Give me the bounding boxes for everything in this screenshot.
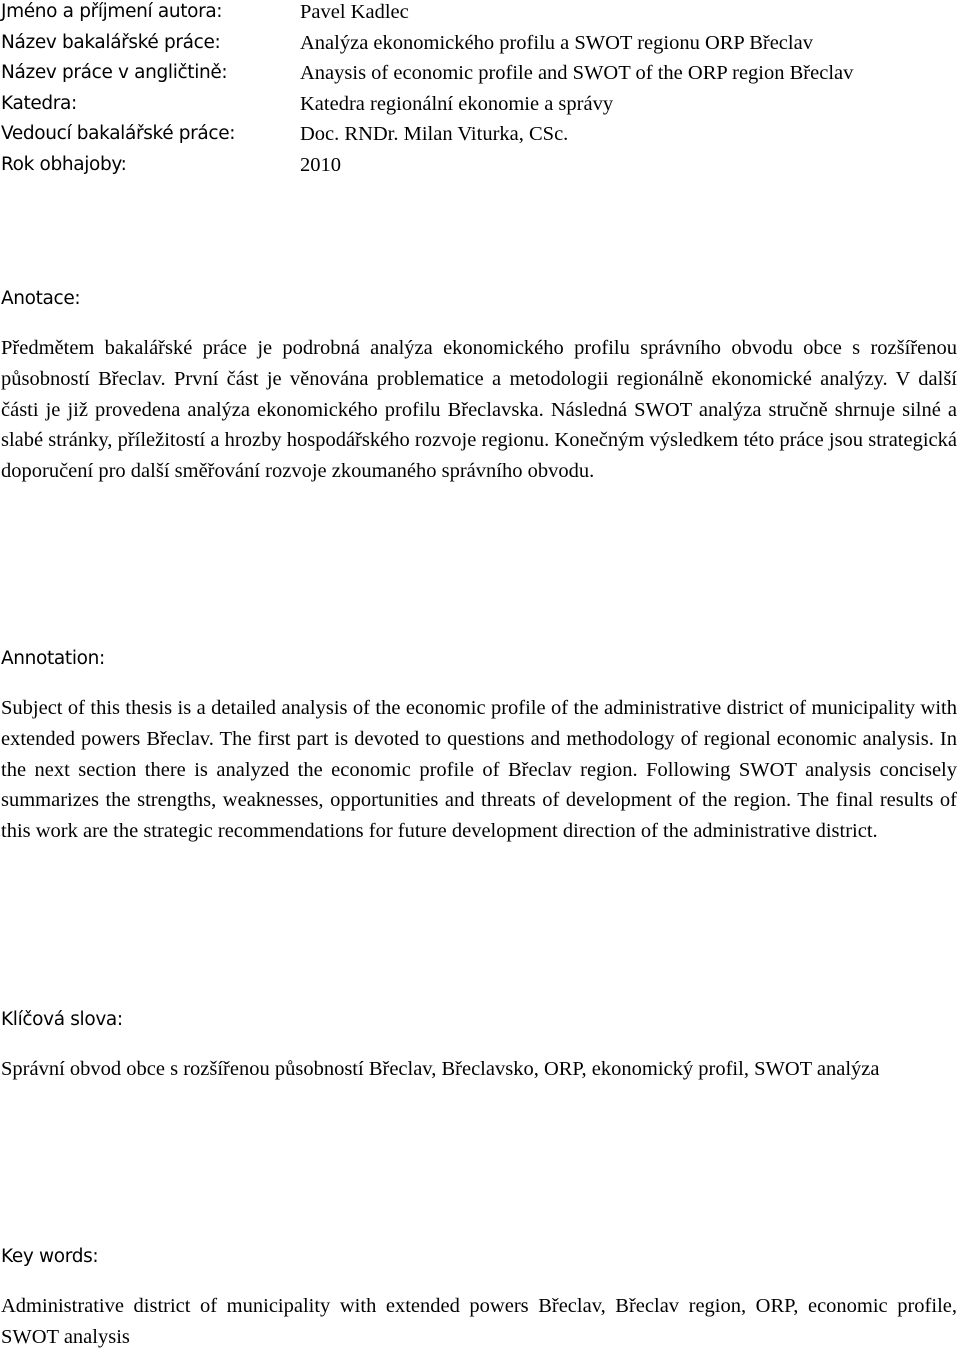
meta-label: Rok obhajoby: xyxy=(1,153,127,175)
key-words-text: Administrative district of municipality with extended powers Břeclav, Břeclav region, ORP, economic profile, SWOT analysis xyxy=(1,1295,957,1348)
meta-label: Katedra: xyxy=(1,92,77,114)
meta-row-supervisor xyxy=(0,122,960,153)
meta-row-title-english xyxy=(0,61,960,92)
klicova-slova-text: Správní obvod obce s rozšířenou působností Břeclav, Břeclavsko, ORP, ekonomický profil, SWOT analýza xyxy=(1,1058,880,1080)
meta-label: Jméno a příjmení autora: xyxy=(1,1,223,22)
meta-value: Pavel Kadlec xyxy=(300,1,409,23)
meta-value: 2010 xyxy=(300,153,341,176)
anotace-text: Předmětem bakalářské práce je podrobná analýza ekonomického profilu správního obvodu obce s rozšířenou působností Břeclav. První část je věnována problematice a metodologii regionálně ekonomické analýzy. V další části je již provedena analýza ekonomického profilu Břeclavska. Následná SWOT analýza stručně shrnuje silné a slabé stránky, příležitostí a hrozby hospodářského rozvoje regionu. Konečným výsledkem této práce jsou strategická doporučení pro další směřování rozvoje zkoumaného správního obvodu. xyxy=(1,337,957,483)
meta-label: Vedoucí bakalářské práce: xyxy=(1,123,236,144)
anotace-heading: Anotace: xyxy=(1,288,81,309)
meta-label: Název práce v angličtině: xyxy=(1,62,228,83)
meta-value: Analýza ekonomického profilu a SWOT regionu ORP Břeclav xyxy=(300,31,813,54)
meta-value: Anaysis of economic profile and SWOT of the ORP region Břeclav xyxy=(300,62,854,84)
meta-row-author xyxy=(0,0,960,31)
meta-label: Název bakalářské práce: xyxy=(1,31,221,53)
meta-row-title xyxy=(0,31,960,62)
klicova-slova-heading: Klíčová slova: xyxy=(1,1009,123,1030)
meta-value: Doc. RNDr. Milan Viturka, CSc. xyxy=(300,123,569,145)
key-words-heading: Key words: xyxy=(1,1246,99,1267)
meta-row-defense-year xyxy=(0,153,960,184)
meta-row-department xyxy=(0,92,960,123)
annotation-heading: Annotation: xyxy=(1,648,105,669)
annotation-text: Subject of this thesis is a detailed analysis of the economic profile of the administrative district of municipality with extended powers Břeclav. The first part is devoted to questions and methodology of regional economic analysis. In the next section there is analyzed the economic profile of Břeclav region. Following SWOT analysis concisely summarizes the strengths, weaknesses, opportunities and threats of development of the region. The final results of this work are the strategic recommendations for future development direction of the administrative district. xyxy=(1,697,957,843)
thesis-metadata xyxy=(0,0,960,183)
meta-value: Katedra regionální ekonomie a správy xyxy=(300,92,614,115)
